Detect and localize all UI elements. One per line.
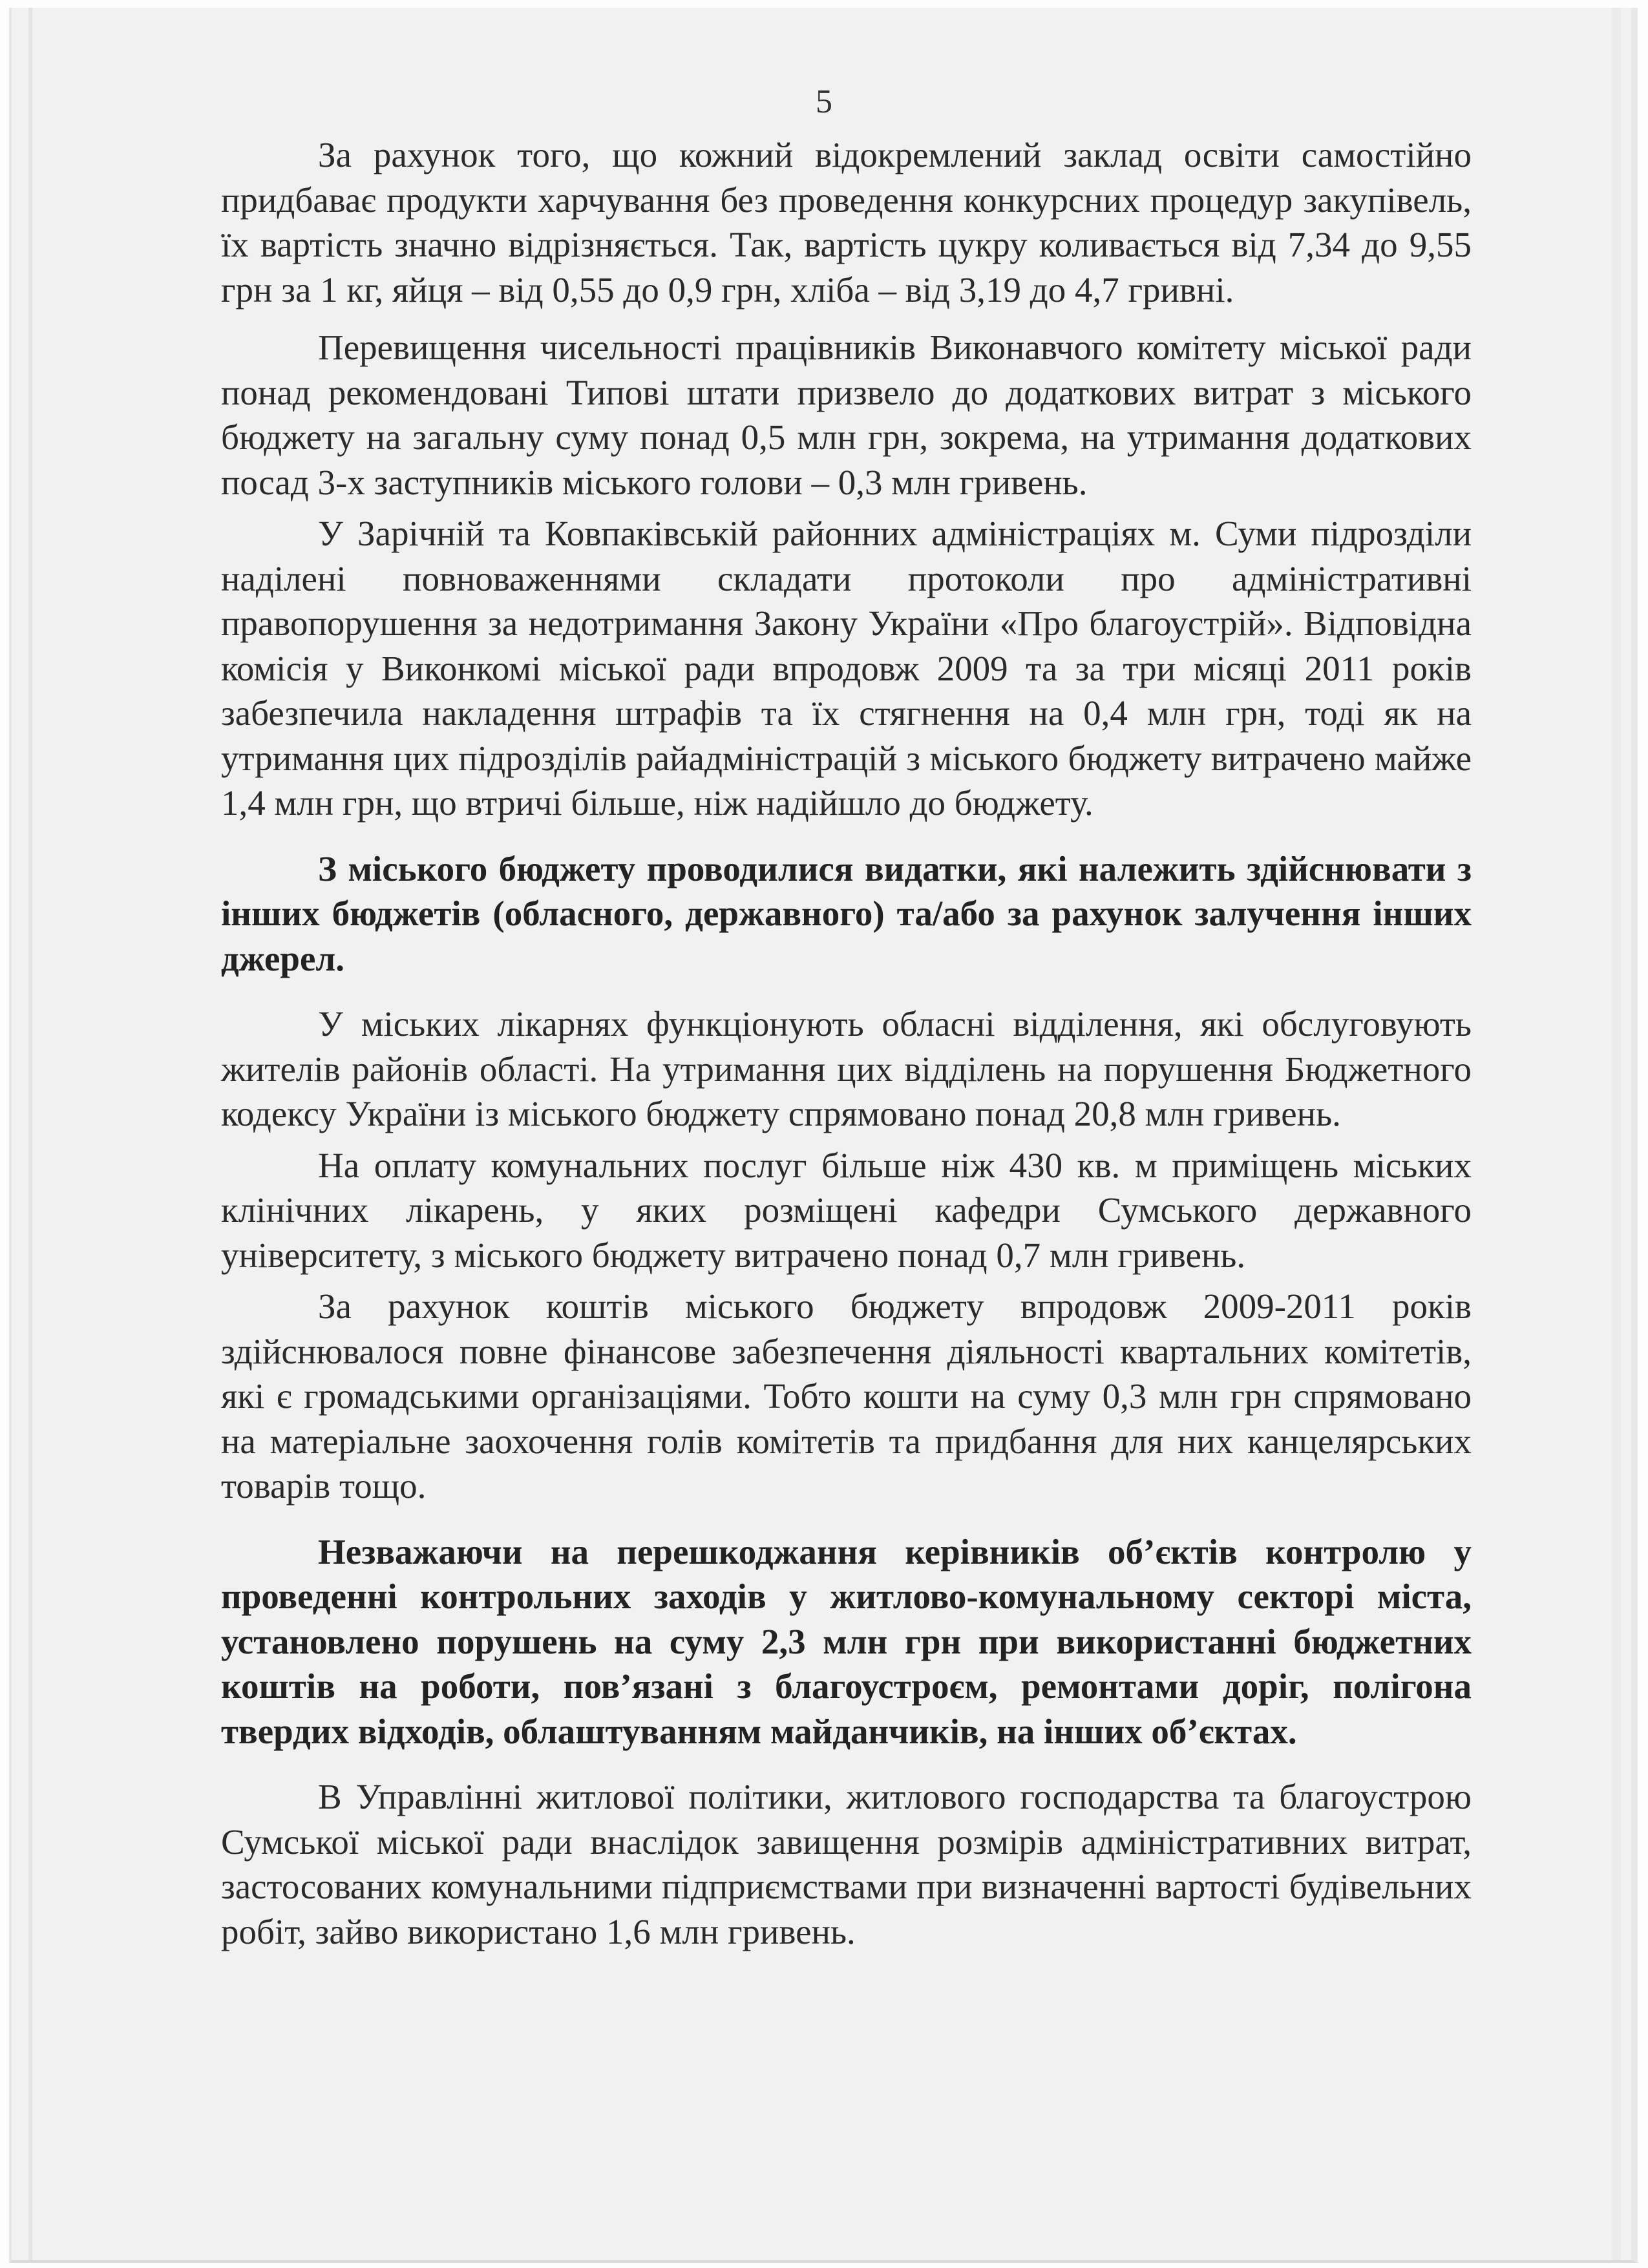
paragraph-regional-departments: У міських лікарнях функціонують обласні відділення, які обслуговують жителів районів області. На утримання цих відділень на порушення Бюджетного кодексу України із міського бюджету спрямовано понад 20,8 млн гривень. — [221, 1004, 1472, 1133]
document-body — [221, 132, 1472, 1954]
paragraph-housing-department: В Управлінні житлової політики, житлового господарства та благоустрою Сумської міської ради внаслідок завищення розмірів адміністративних витрат, застосованих комунальними підприємствами при визначенні вартості будівельних робіт, зайво використано 1,6 млн гривень. — [221, 1777, 1472, 1951]
heading-housing-sector: Незважаючи на перешкоджання керівників об’єктів контролю у проведенні контрольних заходів у житлово-комунальному секторі міста, установлено порушень на суму 2,3 млн грн при використанні бюджетних коштів на роботи, пов’язані з благоустроєм, ремонтами доріг, полігона твердих відходів, облаштуванням майданчиків, на інших об’єктах. — [221, 1531, 1472, 1751]
paragraph-quarter-committees: За рахунок коштів міського бюджету впродовж 2009-2011 років здійснювалося повне фінансове забезпечення діяльності квартальних комітетів, які є громадськими організаціями. Тобто кошти на суму 0,3 млн грн спрямовано на матеріальне заохочення голів комітетів та придбання для них канцелярських товарів тощо. — [221, 1286, 1472, 1506]
paragraph-utility-payments: На оплату комунальних послуг більше ніж 430 кв. м приміщень міських клінічних лікарень, у яких розміщені кафедри Сумського державного університету, з міського бюджету витрачено понад 0,7 млн гривень. — [221, 1145, 1472, 1275]
page-right-edge-shadow — [1612, 8, 1621, 2260]
page-number: 5 — [816, 83, 832, 120]
heading-other-budgets: З міського бюджету проводилися видатки, які належить здійснювати з інших бюджетів (обласного, державного) та/або за рахунок залучення інших джерел. — [221, 848, 1472, 978]
page-left-edge-shadow — [28, 8, 32, 2260]
paragraph-staff-excess: Перевищення чисельності працівників Виконавчого комітету міської ради понад рекомендовані Типові штати призвело до додаткових витрат з міського бюджету на загальну суму понад 0,5 млн грн, зокрема, на утримання додаткових посад 3-х заступників міського голови – 0,3 млн гривень. — [221, 328, 1472, 502]
paragraph-district-administrations: У Зарічній та Ковпаківській районних адміністраціях м. Суми підрозділи наділені повноваженнями складати протоколи про адміністративні правопорушення за недотримання Закону України «Про благоустрій». Відповідна комісія у Виконкомі міської ради впродовж 2009 та за три місяці 2011 років забезпечила накладення штрафів та їх стягнення на 0,4 млн грн, тоді як на утримання цих підрозділів райадміністрацій з міського бюджету витрачено майже 1,4 млн грн, що втричі більше, ніж надійшло до бюджету. — [221, 514, 1472, 823]
paragraph-food-procurement: За рахунок того, що кожний відокремлений заклад освіти самостійно придбаває продукти харчування без проведення конкурсних процедур закупівель, їх вартість значно відрізняється. Так, вартість цукру коливається від 7,34 до 9,55 грн за 1 кг, яйця – від 0,55 до 0,9 грн, хліба – від 3,19 до 4,7 гривні. — [221, 135, 1472, 310]
